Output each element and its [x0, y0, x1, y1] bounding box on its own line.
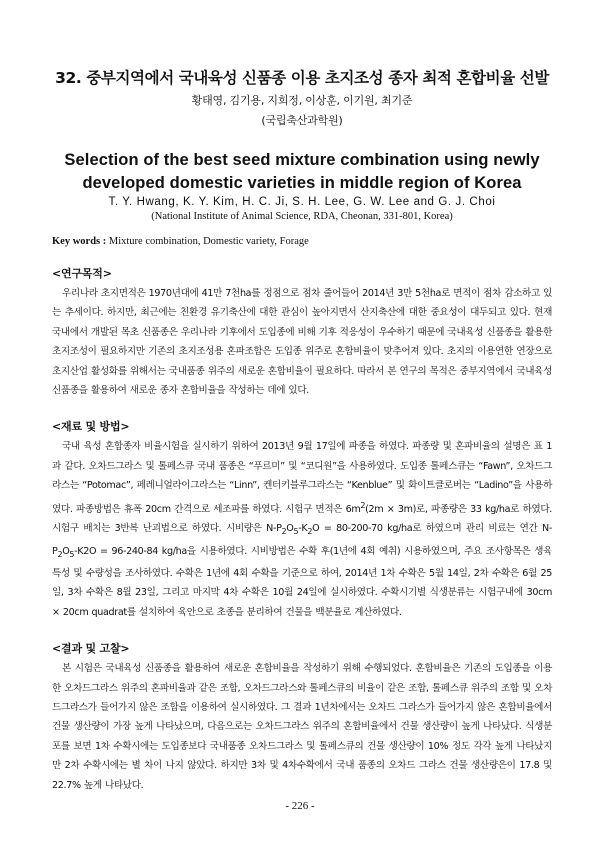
- keywords-label: Key words :: [52, 236, 107, 247]
- methods-text-3: O: [286, 523, 294, 535]
- methods-sub-2a: 2: [281, 527, 287, 537]
- methods-text-7: -K2O = 96-240-84 kg/ha을 시용하였다. 시비방법은 수확 후(1년에 4회 예취) 시용하였으며, 주요 조사항목은 생육특성 및 수량성을 조사하였다. 수확은 1년에 4회 수확을 기준으로 하여, 2014년 1차 수확은 5월 14일, 2차 수확은 6월 25일, 3차 수확은 8월 23일, 그리고 마지막 4차 수확은 10월 24일에 실시하였다. 수확시기별 식생분류는 시험구내에 30cm × 20cm quadrat를 설치하여 육안으로 초종을 분리하여 건물을 백분율로 계산하였다.: [52, 545, 552, 618]
- section-heading-purpose: <연구목적>: [52, 267, 112, 280]
- methods-text-6: O: [62, 545, 70, 557]
- methods-sub-5b: 5: [69, 549, 75, 559]
- methods-sup-2: 2: [360, 500, 366, 510]
- section-heading-results: <결과 및 고찰>: [52, 642, 130, 656]
- section-methods: [52, 418, 552, 622]
- korean-title: 32. 중부지역에서 국내육성 신품종 이용 초지조성 종자 최적 혼합비율 선발: [55, 69, 549, 87]
- paper-page: [52, 66, 552, 795]
- methods-text-1: 국내 육성 혼합종자 비율시험을 실시하기 위하여 2013년 9월 17일에 파종을 하였다. 파종량 및 혼파비율의 설명은 표 1과 같다. 오차드그라스 및 톨페스큐 국내 품종은 “푸르미” 및 “코디원”을 사용하였다. 도입종 톨페스큐는 “Fawn”, 오차드그라스는 “Potomac”, 페레니얼라이그라스는 “Linn”, 켄터키블루그라스는 “Kenblue” 및 화이트클로버는 “Ladino”을 사용하였다. 파종방법은 휴폭 20cm 간격으로 세조파를 하였다. 시험구 면적은 6m: [52, 441, 552, 515]
- section-heading-methods: <재료 및 방법>: [52, 420, 130, 434]
- section-results: [52, 640, 552, 795]
- english-title-line-1: Selection of the best seed mixture combination using newly: [64, 151, 540, 169]
- section-body-results: 본 시험은 국내육성 신품종을 활용하여 새로운 혼합비율을 작성하기 위해 수행되었다. 혼합비율은 기존의 도입종을 이용한 오차드그라스 위주의 혼파비율과 같은 조합, 오차드그라스와 톨페스큐의 비율이 같은 조합, 톨페스큐 위주의 조합 및 오차드그라스가 들어가지 않은 조합을 이용하여 실시하였다. 그 결과 1년차에서는 오차드 그라스가 들어가지 않은 혼합비율에서 건물 생산량이 가장 높게 나타났으며, 다음으로는 오차드그라스 위주의 혼합비율에서 건물 생산량이 높게 나타났다. 식생분포를 보면 1차 수확시에는 도입종보다 국내품종 오차드그라스 및 톨페스큐의 건물 생산량이 10% 정도 각각 높게 나타났지만 2차 수확시에는 별 차이 나지 않았다. 하지만 3차 및 4차수확에서 국내 품종의 오차드 그라스 건물 생산량은이 17.8 및 22.7% 높게 나타났다.: [52, 663, 552, 791]
- methods-sub-2c: 2: [57, 549, 63, 559]
- page-number: - 226 -: [285, 800, 315, 812]
- keywords: [52, 236, 552, 247]
- english-title-line-2: developed domestic varieties in middle region of Korea: [82, 174, 522, 192]
- english-title: [52, 149, 552, 195]
- korean-affiliation: (국립축산과학원): [261, 114, 343, 127]
- methods-text-4: -K: [298, 523, 308, 535]
- methods-sub-5a: 5: [293, 527, 299, 537]
- korean-authors: 황태영, 김기용, 지희정, 이상훈, 이기원, 최기준: [191, 94, 413, 107]
- keywords-text: Mixture combination, Domestic variety, Forage: [108, 236, 309, 247]
- methods-sub-2b: 2: [307, 527, 313, 537]
- section-body-methods: [52, 437, 552, 622]
- methods-text-2: (2m × 3m)로, 파종량은 33 kg/ha로 하였다. 시험구 배치는 3반복 난괴법으로 하였다. 시비량은 N-P: [52, 503, 552, 535]
- methods-text-5: O = 80-200-70 kg/ha로 하였으며 관리 비료는 연간 N-P: [52, 523, 552, 557]
- section-body-purpose: 우리나라 초지면적은 1970년대에 41만 7천ha를 정점으로 점차 줄어들어 2014년 3만 5천ha로 면적이 점차 감소하고 있는 추세이다. 하지만, 최근에는 친환경 유기축산에 대한 관심이 높아지면서 산지축산에 대한 중요성이 대두되고 있다. 현재 국내에서 개발된 목초 신품종은 우리나라 기후에서 도입종에 비해 기후 적응성이 우수하기 때문에 국내육성 신품종을 활용한 초지조성이 필요하지만 기존의 초지조성용 혼파조합은 도입종 위주로 혼합비율이 맞추어져 있다. 초지의 이용연한 연장으로 초지산업 활성화를 위해서는 국내품종 위주의 새로운 혼합비율이 필요하다. 따라서 본 연구의 목적은 중부지역에서 국내육성 신품종을 활용하여 새로운 종자 혼합비율을 작성하는 데에 있다.: [52, 288, 552, 397]
- english-affiliation: (National Institute of Animal Science, RDA, Cheonan, 331-801, Korea): [151, 211, 453, 222]
- english-authors: T. Y. Hwang, K. Y. Kim, H. C. Ji, S. H. Lee, G. W. Lee and G. J. Choi: [108, 196, 496, 208]
- section-purpose: [52, 265, 552, 400]
